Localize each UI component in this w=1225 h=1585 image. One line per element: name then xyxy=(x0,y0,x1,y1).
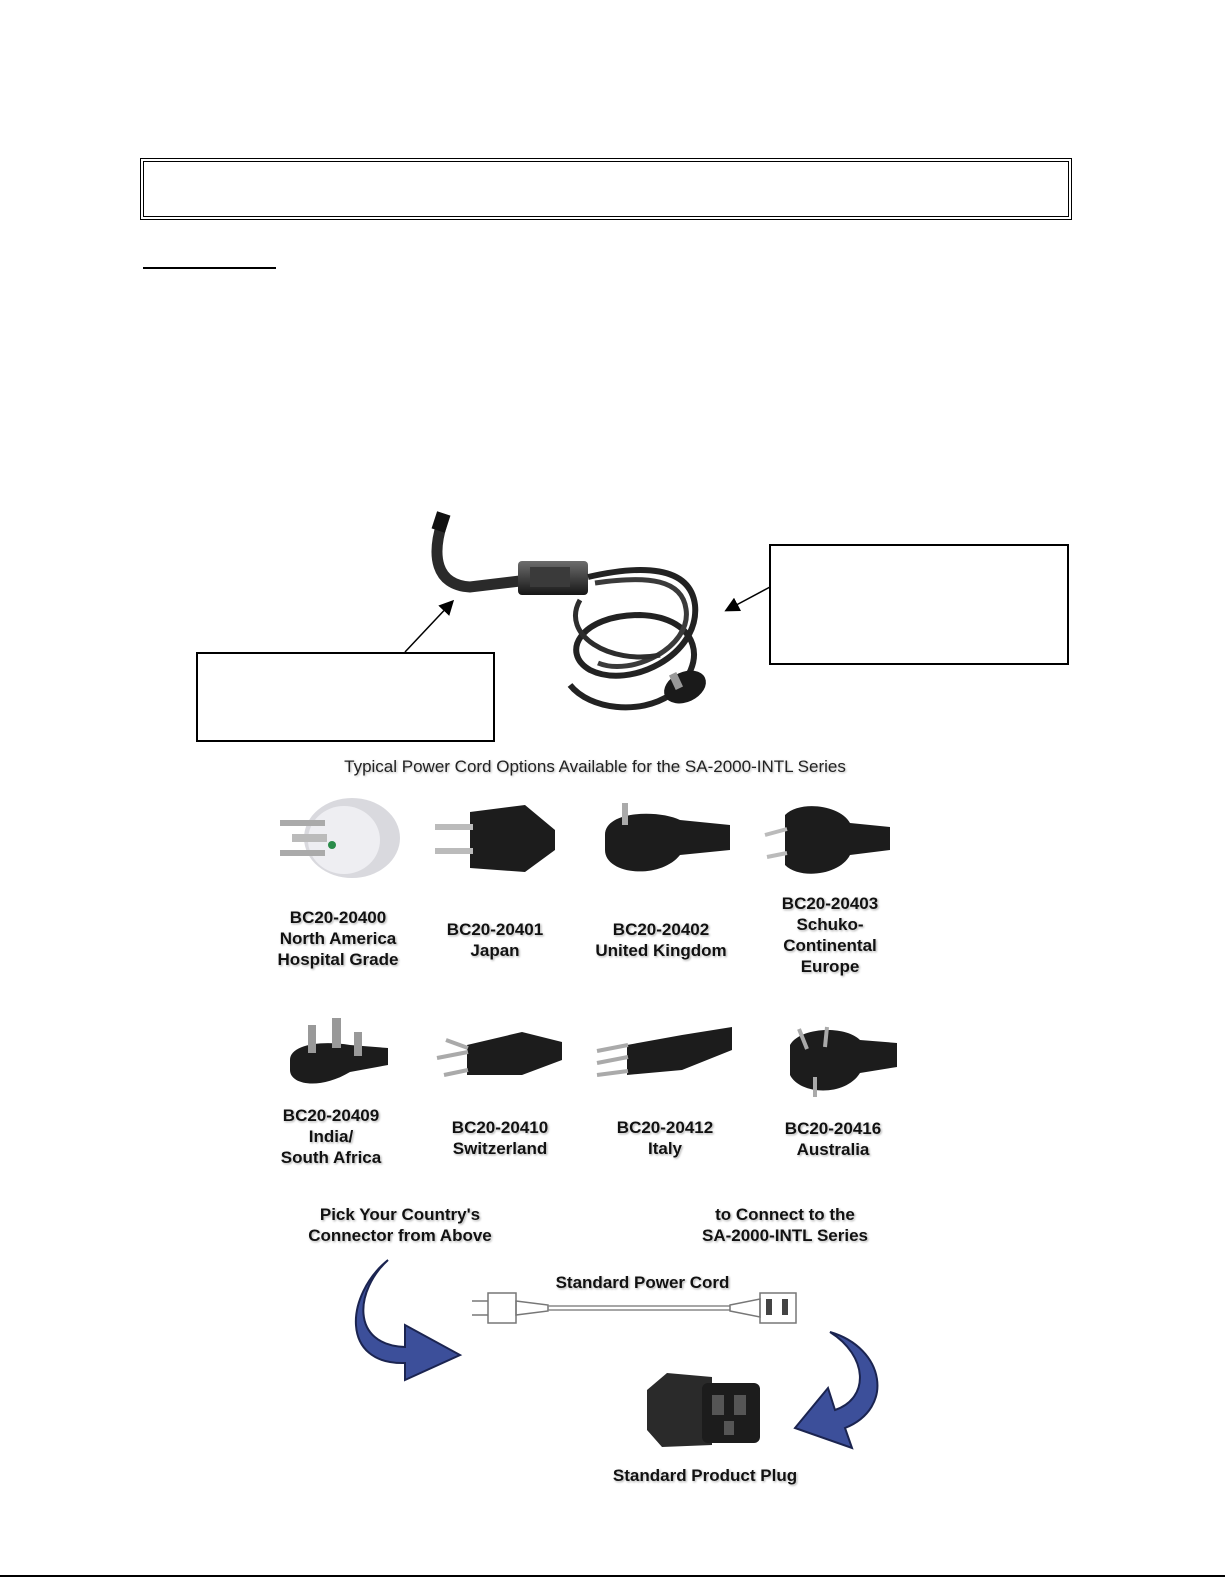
connect-text xyxy=(675,1204,895,1246)
connect-text-line: SA-2000-INTL Series xyxy=(702,1226,868,1245)
plug-image-italy xyxy=(592,1015,737,1095)
plug-region: Australia xyxy=(796,1140,870,1159)
plug-region: United Kingdom xyxy=(595,941,727,960)
plug-region: Switzerland xyxy=(452,1139,548,1158)
plug-code: BC20-20416 xyxy=(784,1119,882,1138)
plug-caption-bc20-20412 xyxy=(590,1117,740,1159)
bottom-rule xyxy=(0,1575,1225,1577)
pick-text-line: Pick Your Country's xyxy=(319,1205,481,1224)
pick-text-line: Connector from Above xyxy=(308,1226,492,1245)
plug-region: Europe xyxy=(800,957,860,976)
plug-code: BC20-20403 xyxy=(781,894,879,913)
plug-code: BC20-20402 xyxy=(612,920,710,939)
plug-code: BC20-20401 xyxy=(446,920,544,939)
plug-region: Japan xyxy=(470,941,520,960)
standard-product-plug-label: Standard Product Plug xyxy=(612,1466,798,1485)
plug-code: BC20-20409 xyxy=(282,1106,380,1125)
plug-code: BC20-20412 xyxy=(616,1118,714,1137)
plug-caption-bc20-20410 xyxy=(425,1117,575,1159)
callout-arrows xyxy=(0,0,1225,760)
plug-caption-bc20-20402 xyxy=(580,919,742,961)
plug-region: Hospital Grade xyxy=(277,950,399,969)
plug-region: South Africa xyxy=(280,1148,382,1167)
plug-caption-bc20-20400 xyxy=(258,907,418,970)
plug-region: Continental xyxy=(783,936,877,955)
plug-region: North America xyxy=(279,929,397,948)
plug-caption-bc20-20403 xyxy=(755,893,905,977)
plug-region: Schuko- xyxy=(796,915,864,934)
plug-image-north-america xyxy=(262,790,407,890)
right-curved-arrow-icon xyxy=(790,1328,895,1453)
plug-image-united-kingdom xyxy=(600,795,735,885)
standard-power-cord-drawing xyxy=(470,1285,810,1335)
plug-region: Italy xyxy=(647,1139,683,1158)
plug-code: BC20-20410 xyxy=(451,1118,549,1137)
standard-product-plug-image xyxy=(642,1365,767,1455)
standard-power-cord-label: Standard Power Cord xyxy=(555,1273,730,1292)
left-curved-arrow-icon xyxy=(350,1255,470,1385)
plug-caption-bc20-20401 xyxy=(420,919,570,961)
plug-region: India/ xyxy=(308,1127,354,1146)
plug-caption-bc20-20416 xyxy=(758,1118,908,1160)
plug-caption-bc20-20409 xyxy=(256,1105,406,1168)
connect-text-line: to Connect to the xyxy=(715,1205,855,1224)
pick-connector-text xyxy=(280,1204,520,1246)
plug-image-schuko xyxy=(755,795,895,885)
options-heading: Typical Power Cord Options Available for the SA-2000-INTL Series xyxy=(344,757,846,776)
plug-image-japan xyxy=(430,800,560,880)
plug-image-switzerland xyxy=(432,1020,567,1095)
plug-image-australia xyxy=(765,1015,900,1105)
plug-code: BC20-20400 xyxy=(289,908,387,927)
plug-image-india xyxy=(280,1010,395,1095)
